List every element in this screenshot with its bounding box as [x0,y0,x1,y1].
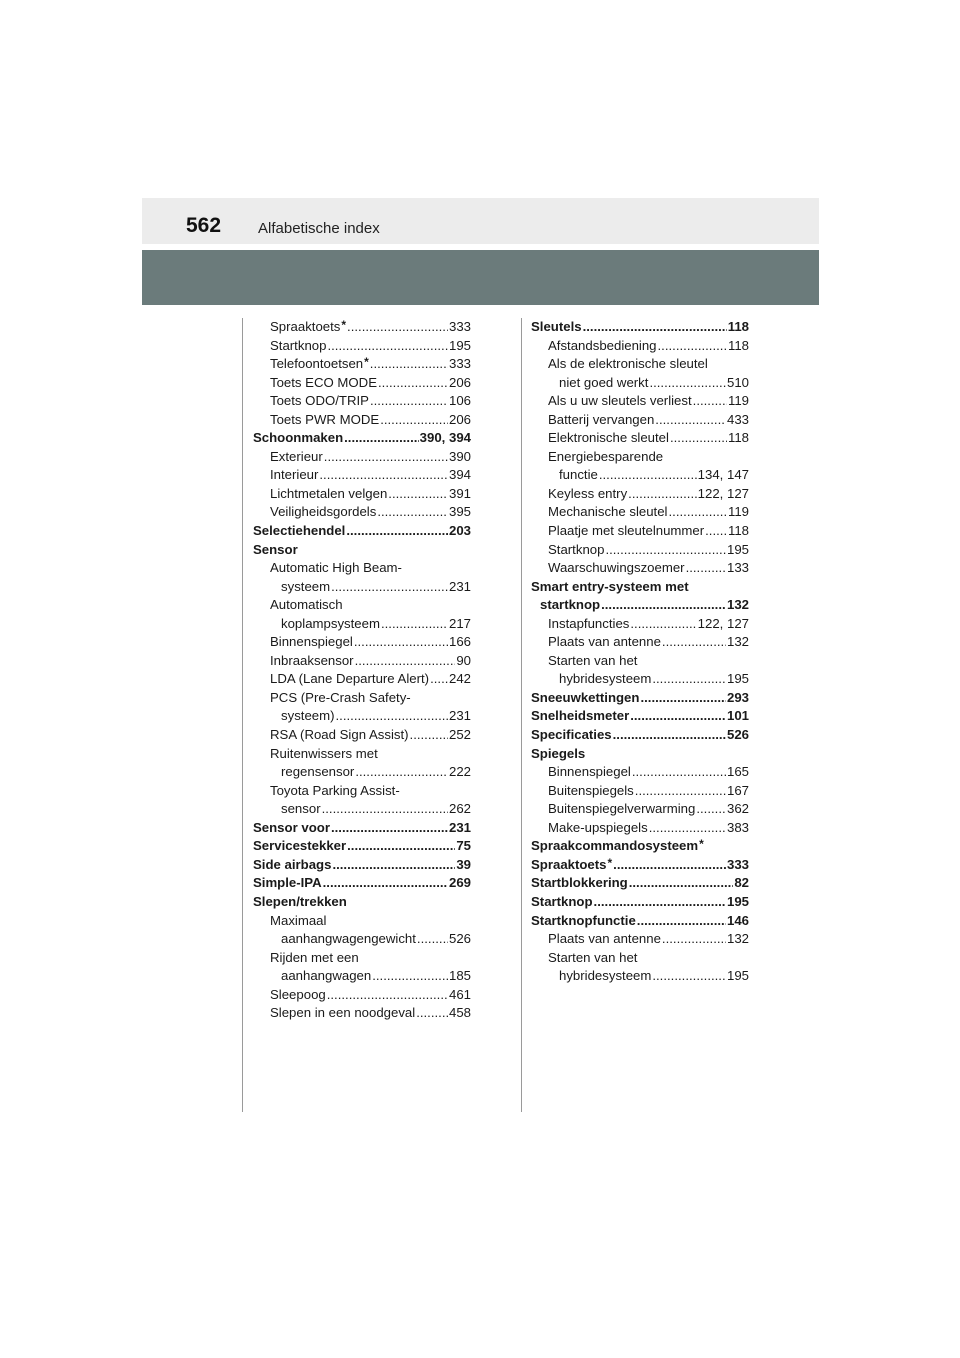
index-entry [253,392,471,411]
index-column-right [531,318,749,986]
index-term: Spiegels [531,745,586,761]
leader-dots [628,485,696,504]
index-term: PCS (Pre-Crash Safety- [270,689,411,705]
page-reference: 185 [448,968,471,984]
leader-dots [355,652,456,671]
index-term: Smart entry-systeem met [531,578,689,594]
leader-dots [388,485,448,504]
leader-dots [417,930,448,949]
page-reference: 119 [727,504,749,520]
index-entry [253,707,471,726]
page-reference: 333 [448,319,471,334]
index-term: koplampsysteem [281,615,380,631]
index-term: Toets PWR MODE [270,411,380,427]
index-entry [531,578,749,597]
leader-dots [635,782,726,801]
page-reference: 391 [448,485,471,501]
index-term: Elektronische sleutel [548,430,669,446]
index-entry [531,541,749,560]
index-entry [253,466,471,485]
index-entry [531,874,749,893]
index-entry [253,559,471,578]
index-term: Startknop [548,541,605,557]
page-reference: 195 [726,968,749,984]
index-entry: Telefoontoetsen * ..... 333 [253,355,471,374]
page-reference: 195 [726,541,749,557]
header-band [142,198,819,244]
leader-dots [599,466,697,485]
index-term: Toyota Parking Assist- [270,782,400,798]
index-term: Specificaties [531,727,612,743]
index-entry [253,503,471,522]
leader-dots [323,874,448,893]
index-entry [253,689,471,708]
leader-dots [336,707,448,726]
index-entry [531,967,749,986]
index-term: Toets ODO/TRIP [270,393,369,409]
index-term: Binnenspiegel [548,764,631,780]
page-reference: 395 [448,504,471,520]
index-term: RSA (Road Sign Assist) [270,727,409,743]
page-reference: 433 [726,411,749,427]
page-reference: 167 [726,782,749,798]
index-entry [531,819,749,838]
leader-dots [629,874,734,893]
leader-dots [652,670,726,689]
index-term: hybridesysteem [559,671,652,687]
index-term: Make-upspiegels [548,819,648,835]
index-term: Simple-IPA [253,875,322,891]
leader-dots [583,318,727,337]
leader-dots [662,930,726,949]
index-term: Side airbags [253,856,332,872]
page-reference: 222 [448,764,471,780]
leader-dots [613,726,726,745]
index-term: Toets ECO MODE [270,374,377,390]
index-entry [253,967,471,986]
index-term: Spraaktoets [531,856,607,872]
index-entry [253,485,471,504]
leader-dots [670,429,727,448]
page-reference: 231 [448,819,471,835]
index-term: hybridesysteem [559,968,652,984]
index-term: Telefoontoetsen [270,356,364,372]
index-term: Sleutels [531,319,582,334]
page-reference: 390, 394 [419,430,471,446]
index-term: Batterij vervangen [548,411,655,427]
leader-dots [658,337,727,356]
index-entry [253,374,471,393]
page-reference: 231 [448,578,471,594]
left-column-rule [242,318,243,1112]
leader-dots [696,800,726,819]
index-entry [531,374,749,393]
index-entry [531,800,749,819]
page-reference: 195 [726,671,749,687]
leader-dots [686,559,726,578]
page-reference: 269 [448,875,471,891]
index-entry [531,318,749,337]
index-entry [531,596,749,615]
page-reference: 118 [727,523,749,539]
leader-dots [372,967,448,986]
index-term: Slepen/trekken [253,893,347,909]
page-reference: 134, 147 [697,467,749,483]
leader-dots [327,337,448,356]
index-term: Automatisch [270,597,343,613]
leader-dots [327,986,448,1005]
index-entry [531,782,749,801]
index-term: systeem [281,578,331,594]
index-entry [531,448,749,467]
index-entry [531,485,749,504]
index-term: Startblokkering [531,875,628,891]
index-entry [531,411,749,430]
leader-dots [662,633,726,652]
page-reference: 333 [726,856,749,872]
index-term: Startknopfunctie [531,912,636,928]
index-entry [531,559,749,578]
index-term: Slepen in een noodgeval [270,1005,416,1021]
index-entry [531,522,749,541]
index-term: aanhangwagengewicht [281,931,416,947]
index-entry [253,578,471,597]
page-reference: 90 [456,652,471,668]
index-entry [253,541,471,560]
index-entry [253,819,471,838]
index-term: aanhangwagen [281,968,372,984]
index-term: Selectiehendel [253,523,346,539]
leader-dots [594,893,726,912]
index-term: Ruitenwissers met [270,745,378,761]
leader-dots [344,429,419,448]
index-entry [531,930,749,949]
page-reference: 146 [726,912,749,928]
index-term: Buitenspiegelverwarming [548,801,696,817]
page-reference: 106 [448,393,471,409]
page-reference: 166 [448,634,471,650]
index-term: niet goed werkt [559,374,649,390]
index-term: Starten van het [548,652,638,668]
index-term: Starten van het [548,949,638,965]
index-term: Schoonmaken [253,430,344,446]
leader-dots [380,411,448,430]
index-entry [253,874,471,893]
index-entry [253,337,471,356]
index-entry [531,355,749,374]
index-entry: Spraakcommandosysteem * [531,837,749,856]
index-entry: Spraaktoets * ..... 333 [253,318,471,337]
index-entry [531,633,749,652]
index-entry [253,411,471,430]
leader-dots [324,448,448,467]
index-term: Automatic High Beam- [270,560,402,576]
index-entry [253,652,471,671]
leader-dots [332,856,455,875]
index-entry [531,689,749,708]
index-term: Energiebesparende [548,448,664,464]
index-term: LDA (Lane Departure Alert) [270,671,430,687]
section-title: Alfabetische index [258,220,380,237]
page-reference: 262 [448,801,471,817]
index-term: Keyless entry [548,485,628,501]
leader-dots [649,819,726,838]
leader-dots [630,615,696,634]
index-entry [253,930,471,949]
index-entry [531,337,749,356]
index-term: Waarschuwingszoemer [548,560,685,576]
page-reference: 362 [726,801,749,817]
page-reference: 195 [726,893,749,909]
index-term: startknop [540,597,601,613]
page-reference: 132 [726,634,749,650]
index-entry [253,837,471,856]
index-entry [253,800,471,819]
page-reference: 217 [448,615,471,631]
index-column-left [253,318,471,1023]
index-term: functie [559,467,598,483]
page-reference: 165 [726,764,749,780]
index-entry [531,466,749,485]
leader-dots [630,707,726,726]
index-entry [531,429,749,448]
leader-dots [613,856,726,875]
page-reference: 195 [448,337,471,353]
index-entry [253,429,471,448]
index-entry [531,893,749,912]
leader-dots [355,763,448,782]
index-term: Plaats van antenne [548,931,661,947]
index-entry [253,856,471,875]
index-entry [531,912,749,931]
index-term: Startknop [270,337,327,353]
index-term: regensensor [281,764,355,780]
index-term: systeem) [281,708,335,724]
page-reference: 510 [726,374,749,390]
page-reference: 118 [727,319,749,334]
index-term: Als u uw sleutels verliest [548,393,692,409]
page-reference: 383 [726,819,749,835]
index-entry [253,633,471,652]
leader-dots [605,541,726,560]
leader-dots [370,355,448,374]
index-term: Als de elektronische sleutel [548,356,708,372]
page-reference: 101 [726,708,749,724]
index-term: Lichtmetalen velgen [270,485,388,501]
index-term: Spraakcommandosysteem [531,838,699,854]
index-term: Mechanische sleutel [548,504,668,520]
index-entry [253,522,471,541]
index-entry [253,949,471,968]
page-reference: 526 [726,727,749,743]
index-entry [531,949,749,968]
index-term: Buitenspiegels [548,782,634,798]
leader-dots [354,633,448,652]
index-term: Rijden met een [270,949,359,965]
header-bar [142,250,819,305]
index-term: Interieur [270,467,319,483]
page-reference: 132 [726,597,749,613]
index-entry [531,745,749,764]
page-reference: 118 [727,337,749,353]
page-reference: 394 [448,467,471,483]
leader-dots [346,522,448,541]
index-term: Sleepoog [270,986,326,1002]
index-term: Binnenspiegel [270,634,353,650]
index-term: Maximaal [270,912,327,928]
leader-dots [430,670,448,689]
leader-dots [381,615,448,634]
leader-dots [322,800,448,819]
index-entry [253,670,471,689]
page-reference: 526 [448,931,471,947]
index-entry [253,986,471,1005]
index-term: Servicestekker [253,838,347,854]
leader-dots [347,318,448,337]
page-reference: 206 [448,411,471,427]
leader-dots [637,912,726,931]
leader-dots [632,763,726,782]
index-term: Inbraaksensor [270,652,354,668]
page-reference: 390 [448,448,471,464]
page-reference: 82 [734,875,749,891]
index-entry [253,912,471,931]
index-entry [253,782,471,801]
page-number: 562 [186,214,222,237]
leader-dots [410,726,448,745]
page-reference: 242 [448,671,471,687]
index-term: Snelheidsmeter [531,708,630,724]
page-reference: 231 [448,708,471,724]
index-term: Sensor [253,541,298,557]
page-reference: 293 [726,689,749,705]
page-reference: 206 [448,374,471,390]
index-entry [531,763,749,782]
index-entry [253,448,471,467]
right-column-rule [521,318,522,1112]
index-entry [531,392,749,411]
index-term: Afstandsbediening [548,337,657,353]
page-reference: 132 [726,931,749,947]
page-reference: 203 [448,523,471,539]
leader-dots [319,466,448,485]
leader-dots [693,392,727,411]
index-term: Startknop [531,893,593,909]
index-entry [531,503,749,522]
leader-dots [347,837,455,856]
index-entry [253,893,471,912]
index-term: Sensor voor [253,819,330,835]
index-entry [253,763,471,782]
page-reference: 122, 127 [697,615,749,631]
index-entry [531,615,749,634]
page-reference: 133 [726,560,749,576]
index-entry [253,596,471,615]
index-entry [253,726,471,745]
page-reference: 119 [727,393,749,409]
index-entry: Spraaktoets * ..... 333 [531,856,749,875]
index-entry [531,652,749,671]
page-reference: 122, 127 [697,485,749,501]
leader-dots [640,689,726,708]
index-entry [253,1004,471,1023]
leader-dots [649,374,726,393]
leader-dots [378,374,448,393]
page-reference: 75 [456,838,471,854]
leader-dots [331,819,448,838]
index-term: Spraaktoets [270,319,341,334]
leader-dots [601,596,726,615]
index-term: Veiligheidsgordels [270,504,377,520]
page-reference: 333 [448,356,471,372]
index-entry [253,615,471,634]
page-reference: 458 [448,1005,471,1021]
index-term: Sneeuwkettingen [531,689,640,705]
page-reference: 461 [448,986,471,1002]
index-term: Plaatje met sleutelnummer [548,523,705,539]
leader-dots [652,967,726,986]
index-term: sensor [281,801,321,817]
index-entry [531,670,749,689]
leader-dots [669,503,727,522]
leader-dots [331,578,448,597]
leader-dots [655,411,726,430]
page-reference: 39 [456,856,471,872]
page-reference: 252 [448,727,471,743]
index-entry [253,745,471,764]
index-entry [531,707,749,726]
leader-dots [377,503,448,522]
index-entry [531,726,749,745]
leader-dots [705,522,727,541]
index-term: Plaats van antenne [548,634,661,650]
leader-dots [370,392,448,411]
page-reference: 118 [727,430,749,446]
leader-dots [416,1004,448,1023]
index-term: Instapfuncties [548,615,630,631]
index-term: Exterieur [270,448,323,464]
